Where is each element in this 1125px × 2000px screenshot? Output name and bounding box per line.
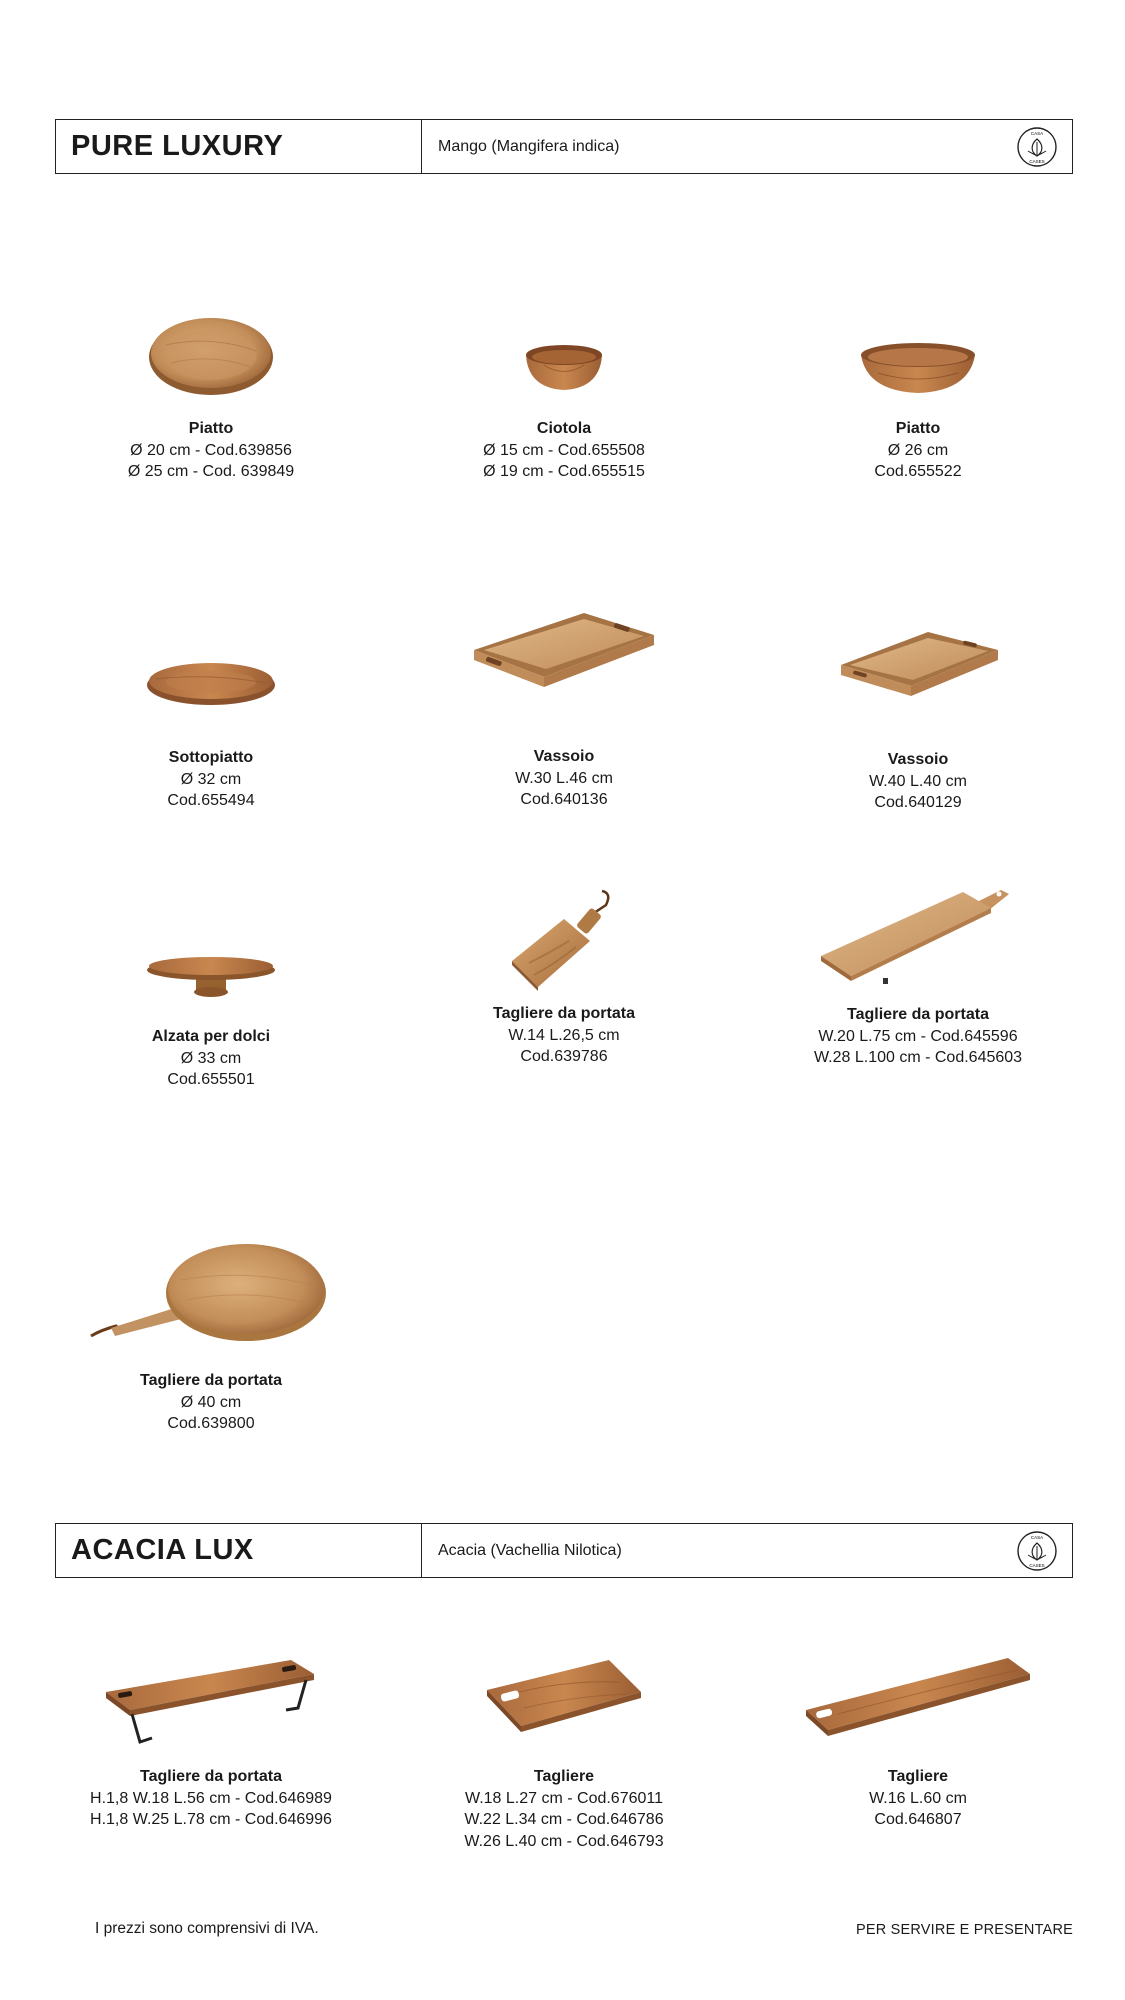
product-detail: Cod.655522 [874,463,962,480]
product-detail: Ø 32 cm [180,770,242,788]
footer-category: PER SERVIRE E PRESENTARE [856,1922,1073,1938]
serving-board-stand-icon [96,1652,326,1752]
svg-text:CASES: CASES [1029,158,1045,164]
product-name: Piatto [188,420,234,437]
product-detail: Ø 40 cm [180,1393,242,1411]
product-detail: W.16 L.60 cm [869,1789,967,1807]
product-card [51,305,371,483]
section-title: PURE LUXURY [56,120,422,173]
product-detail: Cod.640129 [874,794,962,811]
svg-text:CASA: CASA [1030,130,1044,136]
section-title: ACACIA LUX [56,1524,422,1577]
casa-cases-logo-icon [1016,1530,1058,1572]
product-card [51,1652,371,1831]
product-detail: H.1,8 W.18 L.56 cm - Cod.646989 [90,1789,332,1807]
product-card [404,883,724,1068]
product-name: Tagliere [887,1768,949,1785]
product-card [51,1238,371,1435]
product-detail: W.22 L.34 cm - Cod.646786 [464,1811,664,1828]
cutting-board-icon [494,883,634,998]
charger-plate-icon [141,655,281,710]
product-detail: Cod.655501 [167,1071,255,1088]
product-detail: W.28 L.100 cm - Cod.645603 [813,1049,1023,1066]
product-name: Tagliere da portata [493,1005,635,1022]
product-detail: W.30 L.46 cm [515,769,613,787]
section-subtitle: Acacia (Vachellia Nilotica) [438,1541,622,1559]
plate-icon [141,305,281,400]
product-card [758,335,1078,483]
product-detail: Cod.639786 [520,1048,608,1065]
tray-icon [833,620,1003,705]
product-detail: Ø 26 cm [887,441,949,459]
product-card [758,878,1078,1069]
brand-logo [1002,1524,1072,1577]
footer-vat-note: I prezzi sono comprensivi di IVA. [95,1920,319,1937]
product-detail: Cod.646807 [874,1811,962,1828]
product-card [758,620,1078,814]
product-detail: Ø 20 cm - Cod.639856 [130,441,292,459]
product-name: Ciotola [536,420,592,437]
product-card [51,950,371,1091]
product-name: Tagliere da portata [140,1768,282,1785]
product-card [404,1652,724,1852]
product-name: Alzata per dolci [151,1028,271,1045]
product-detail: Ø 25 cm - Cod. 639849 [127,463,295,480]
section-header-acacia-lux [55,1523,1073,1578]
product-card [51,655,371,812]
product-card [758,1652,1078,1831]
product-name: Tagliere [533,1768,595,1785]
bowl-icon [514,330,614,400]
acacia-long-board-icon [798,1652,1038,1752]
product-name: Sottopiatto [168,749,254,766]
product-name: Vassoio [533,748,595,765]
tray-icon [464,595,664,695]
section-subtitle: Mango (Mangifera indica) [438,137,620,155]
product-detail: W.40 L.40 cm [869,772,967,790]
product-detail: Ø 33 cm [180,1049,242,1067]
product-name: Tagliere da portata [847,1006,989,1023]
brand-logo [1002,120,1072,173]
round-board-icon [81,1238,341,1348]
product-detail: Ø 15 cm - Cod.655508 [483,441,645,459]
long-board-icon [813,878,1023,996]
cake-stand-icon [141,950,281,1000]
casa-cases-logo-icon [1016,126,1058,168]
product-name: Vassoio [887,751,949,768]
section-header-pure-luxury [55,119,1073,174]
product-detail: W.18 L.27 cm - Cod.676011 [464,1789,664,1807]
svg-text:CASES: CASES [1029,1562,1045,1568]
product-detail: W.20 L.75 cm - Cod.645596 [818,1027,1018,1045]
product-name: Piatto [895,420,941,437]
svg-text:CASA: CASA [1030,1534,1044,1540]
product-detail: H.1,8 W.25 L.78 cm - Cod.646996 [90,1811,332,1828]
product-detail: W.26 L.40 cm - Cod.646793 [464,1832,664,1850]
product-detail: Cod.639800 [167,1415,255,1432]
product-detail: W.14 L.26,5 cm [508,1026,620,1044]
product-name: Tagliere da portata [140,1372,282,1389]
shallow-bowl-icon [853,335,983,400]
acacia-board-icon [479,1652,649,1752]
product-card [404,595,724,811]
product-detail: Cod.655494 [167,792,255,809]
product-card [404,330,724,483]
product-detail: Ø 19 cm - Cod.655515 [483,463,645,480]
product-detail: Cod.640136 [520,791,608,808]
